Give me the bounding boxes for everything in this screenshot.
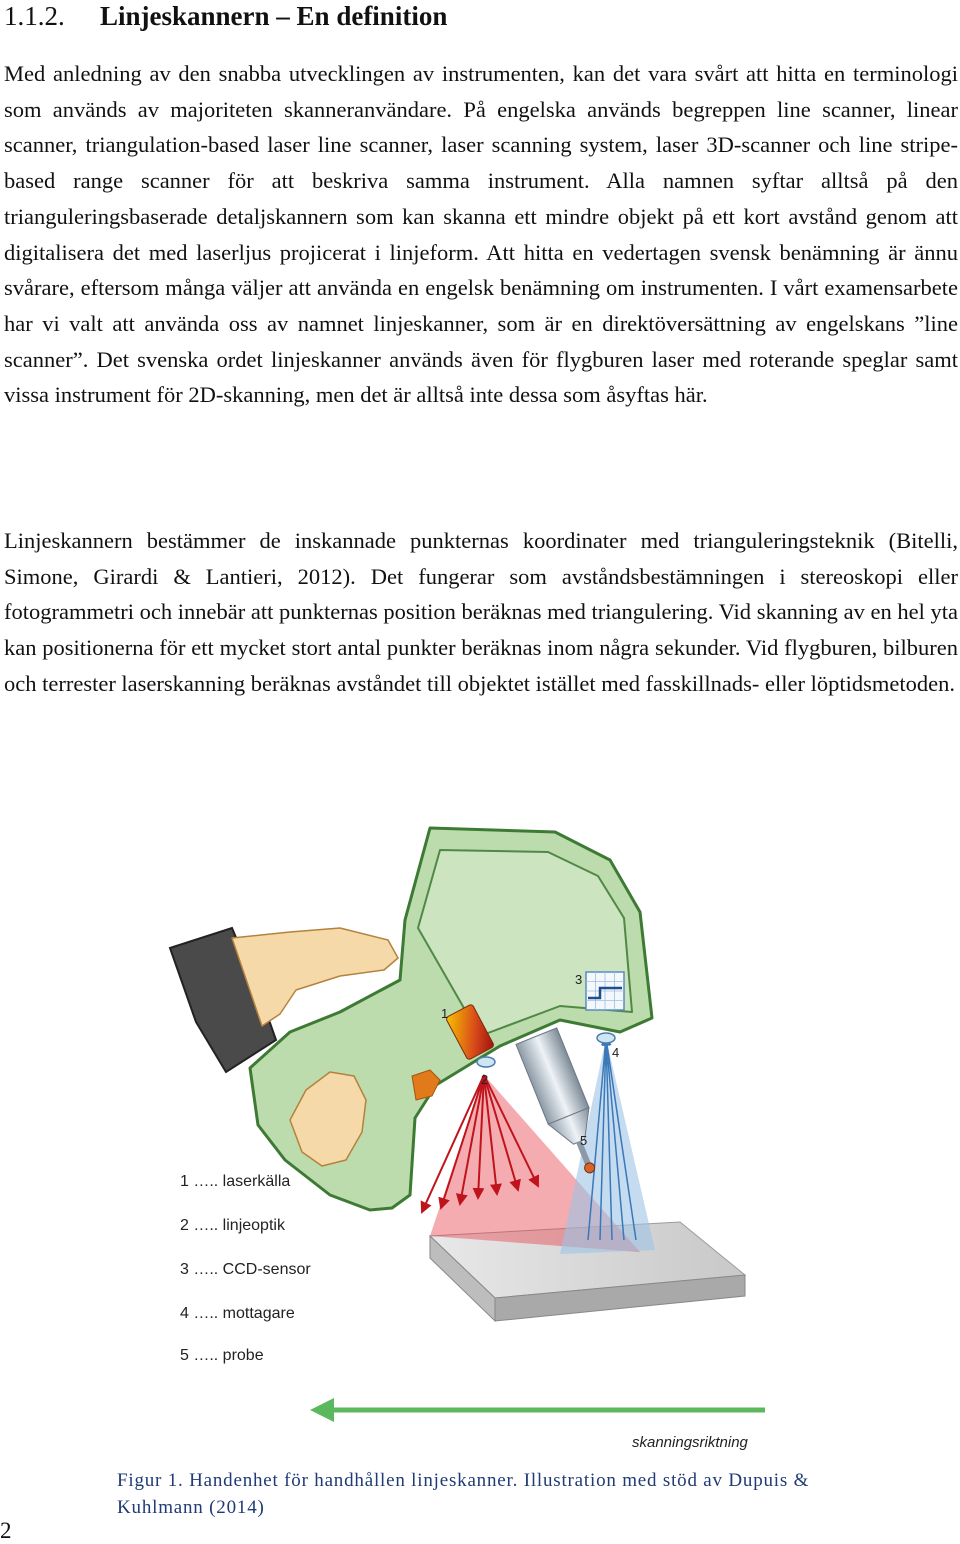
section-number: 1.1.2.: [4, 1, 65, 31]
body-paragraph-2: Linjeskannern bestämmer de inskannade punkternas koordinater med trianguleringsteknik (Bitelli, Simone, Girardi & Lantieri, 2012). Det fungerar som avståndsbestämningen i stereoskopi eller fotogrammetri och innebär att punkternas position beräknas med triangulering. Vid skanning av en hel yta kan positionerna för ett mycket stort antal punkter beräknas inom några sekunder. Vid flygburen, bilburen och terrester laserskanning beräknas avståndet till objektet istället med fasskillnads- eller löptidsmetoden.: [4, 528, 958, 696]
body-paragraph-1: Med anledning av den snabba utvecklingen av instrumenten, kan det vara svårt att hitta en terminologi som används av majoriteten skanneranvändare. På engelska används begreppen line scanner, linear scanner, triangulation-based laser line scanner, laser scanning system, laser 3D-scanner och line stripe-based range scanner för att beskriva samma instrument. Alla namnen syftar alltså på den trianguleringsbaserade detaljskannern som kan skanna ett mindre objekt på ett kort avstånd genom att digitalisera det med laserljus projicerat i linjeform. Att hitta en vedertagen svensk benämning är ännu svårare, eftersom många väljer att använda en engelsk benämning om instrumenten. I vårt examensarbete har vi valt att använda oss av namnet linjeskanner, som är en direktöversättning av engelskans ”line scanner”. Det svenska ordet linjeskanner används även för flygburen laser med roterande speglar samt vissa instrument för 2D-skanning, men det är alltså inte dessa som åsyftas här.: [4, 61, 958, 408]
marker-4: 4: [612, 1045, 620, 1060]
legend-item-2: 2 ….. linjeoptik: [180, 1217, 285, 1234]
legend-item-5: 5 ….. probe: [180, 1347, 264, 1364]
legend-item-4: 4 ….. mottagare: [180, 1305, 295, 1322]
marker-5: 5: [580, 1133, 588, 1148]
marker-1: 1: [441, 1006, 449, 1021]
legend-item-3: 3 ….. CCD-sensor: [180, 1261, 311, 1278]
marker-2: 2: [481, 1072, 489, 1087]
figure-legend: [180, 1173, 311, 1364]
legend-item-1: 1 ….. laserkälla: [180, 1173, 291, 1190]
figure-caption: Figur 1. Handenhet för handhållen linjeskanner. Illustration med stöd av Dupuis & Kuhlmann (2014): [117, 1470, 810, 1518]
receiver-lens: [597, 1033, 615, 1043]
page-number: 2: [0, 1518, 12, 1543]
section-heading: [4, 0, 447, 32]
scanning-direction-arrow: [310, 1398, 765, 1422]
scanner-illustration: [0, 800, 960, 1470]
scanning-direction-label: skanningsriktning: [632, 1434, 748, 1451]
ccd-sensor: [586, 972, 624, 1010]
section-title: Linjeskannern – En definition: [100, 1, 448, 31]
line-optics: [477, 1057, 495, 1067]
marker-3: 3: [575, 972, 583, 987]
